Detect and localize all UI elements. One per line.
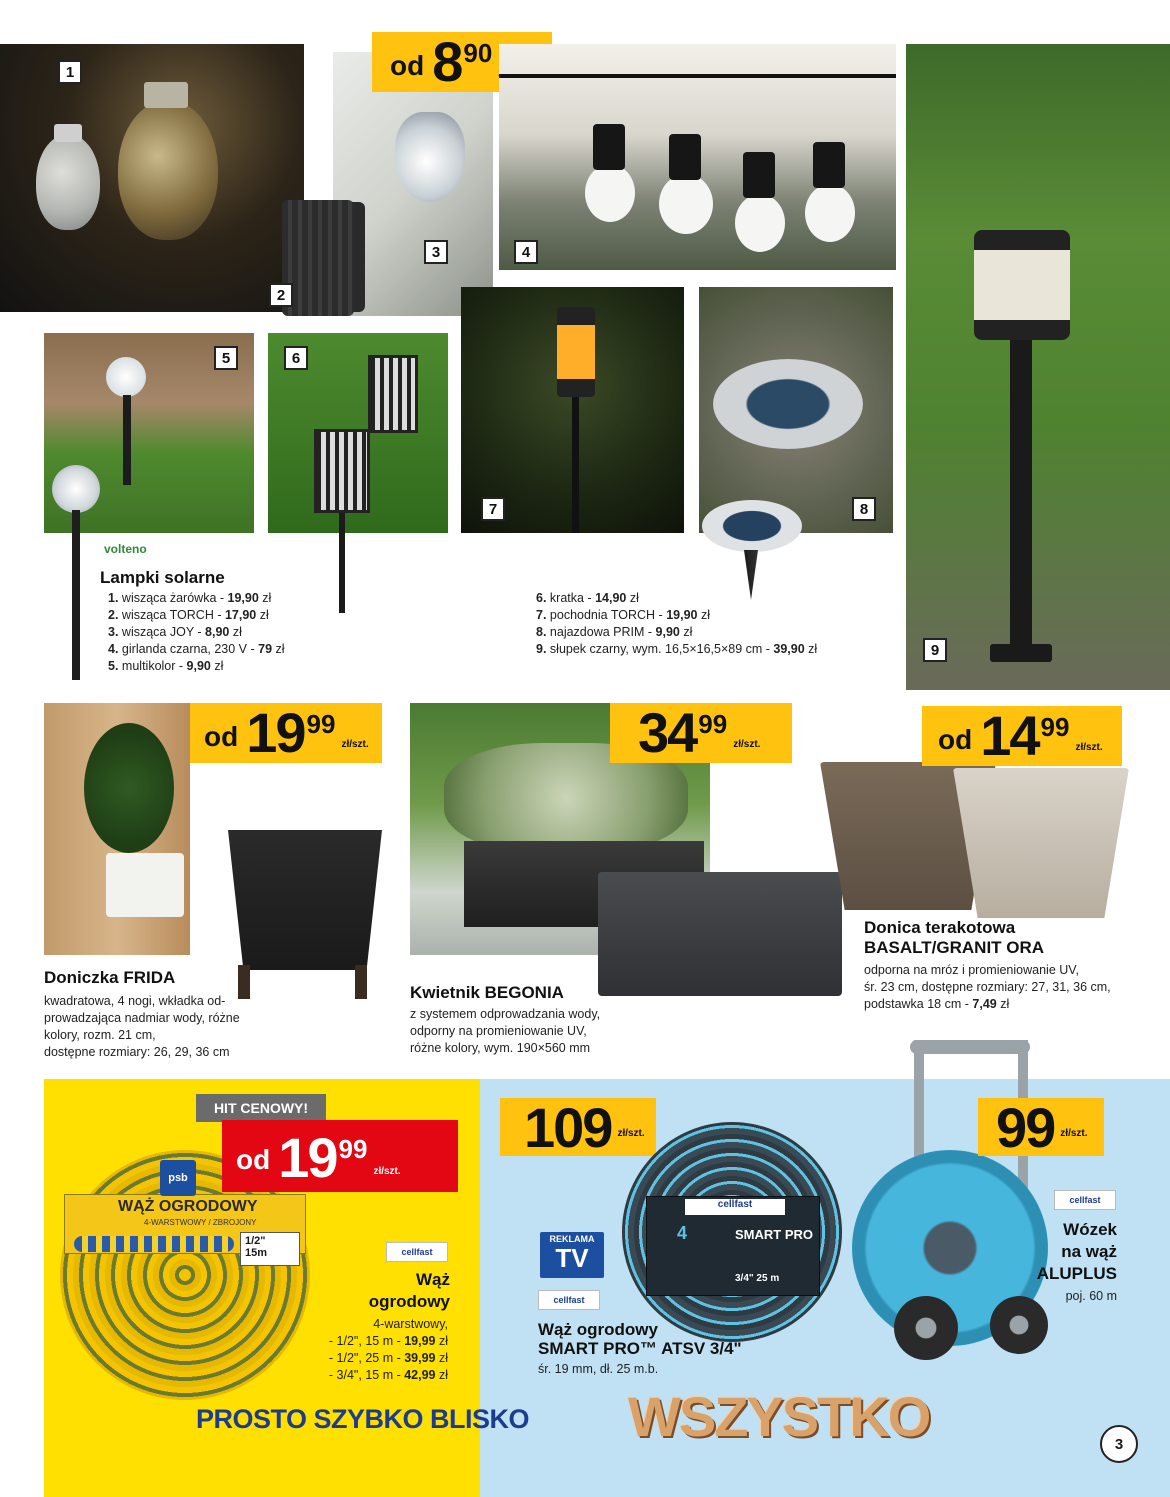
price-tag-begonia xyxy=(610,703,792,763)
donica-title-1: Donica terakotowa xyxy=(864,918,1016,937)
list-item: - 1/2", 25 m - 39,99 zł xyxy=(328,1351,448,1365)
badge-9: 9 xyxy=(923,638,947,662)
smartpro-package-name: SMART PRO xyxy=(735,1227,813,1242)
badge-5: 5 xyxy=(214,346,238,370)
slogan: PROSTO SZYBKO BLISKO xyxy=(196,1404,530,1434)
price-main: 34 xyxy=(638,701,697,764)
price-unit: zł/szt. xyxy=(373,1166,401,1177)
price-main: 19 xyxy=(246,701,305,764)
price-main: 99 xyxy=(996,1096,1055,1159)
price-cents: 90 xyxy=(463,38,493,68)
list-item: 6. kratka - 14,90 zł xyxy=(536,591,639,605)
price-main: 19 xyxy=(278,1126,337,1189)
begonia-desc: z systemem odprowadzania wody, odporny na promieniowanie UV, różne kolory, wym. 190×560 mm xyxy=(410,1007,601,1055)
smartpro-desc: śr. 19 mm, dł. 25 m.b. xyxy=(538,1362,659,1376)
bulb-clear-image xyxy=(36,134,100,230)
list-item: 7. pochodnia TORCH - 19,90 zł xyxy=(536,608,710,622)
bulb-cap-image xyxy=(144,82,188,108)
donica-title-2: BASALT/GRANIT ORA xyxy=(864,938,1045,957)
grid-lamp-image xyxy=(314,429,370,513)
price-cents: 99 xyxy=(698,709,728,739)
stake-image xyxy=(123,395,131,485)
price-tag-frida xyxy=(190,703,382,763)
hose-title-2: ogrodowy xyxy=(368,1292,450,1311)
brand-logo-cellfast: cellfast xyxy=(538,1290,600,1310)
lamp-base-image xyxy=(990,644,1052,662)
package-title: WĄŻ OGRODOWY xyxy=(118,1198,258,1215)
badge-6: 6 xyxy=(284,346,308,370)
smartpro-title-1: Wąż ogrodowy xyxy=(538,1320,658,1339)
badge-1: 1 xyxy=(58,60,82,84)
lampki-list-left xyxy=(108,590,285,675)
list-item: 4. girlanda czarna, 230 V - 79 zł xyxy=(108,642,285,656)
price-unit: zł/szt. xyxy=(617,1128,645,1139)
price-unit: zł/szt. xyxy=(341,739,369,750)
tv-badge-main: TV xyxy=(555,1243,589,1273)
hit-cenowy-badge: HIT CENOWY! xyxy=(196,1094,326,1122)
price-tag-smartpro xyxy=(500,1096,656,1159)
brand-logo-cellfast: cellfast xyxy=(1054,1190,1116,1210)
list-item: 2. wisząca TORCH - 17,90 zł xyxy=(108,608,269,622)
price-cents: 99 xyxy=(1040,712,1070,742)
list-item: 9. słupek czarny, wym. 16,5×16,5×89 cm - 39,90 zł xyxy=(536,642,818,656)
smartpro-package-layers: 4 xyxy=(677,1223,688,1243)
frida-leg xyxy=(355,965,367,999)
lamp-head-image xyxy=(974,230,1070,340)
wozek-title-3: ALUPLUS xyxy=(1036,1264,1117,1283)
smartpro-package-brand: cellfast xyxy=(685,1199,785,1215)
cart-wheel-image xyxy=(894,1296,958,1360)
frida-title: Doniczka FRIDA xyxy=(44,968,176,987)
hose-sample-image xyxy=(74,1236,234,1252)
cart-wheel-image xyxy=(990,1296,1048,1354)
frida-leg xyxy=(238,965,250,999)
donica-granit-image xyxy=(953,768,1129,918)
disc-light-image xyxy=(713,359,863,449)
grid-lamp-image xyxy=(368,355,418,433)
badge-7: 7 xyxy=(481,497,505,521)
list-item: 5. multikolor - 9,90 zł xyxy=(108,659,224,673)
list-item: 8. najazdowa PRIM - 9,90 zł xyxy=(536,625,693,639)
price-unit: zł/szt. xyxy=(1060,1128,1088,1139)
tv-badge-top: REKLAMA xyxy=(549,1234,595,1244)
lamp-post-image xyxy=(1010,340,1032,660)
brand-logo-volteno: volteno xyxy=(104,542,147,556)
begonia-title: Kwietnik BEGONIA xyxy=(410,983,564,1002)
wozek-desc: poj. 60 m xyxy=(1065,1289,1117,1303)
globe-stake-image xyxy=(106,357,146,397)
photo-post-lamp xyxy=(906,44,1170,690)
price-tag-wozek xyxy=(978,1096,1104,1159)
badge-2: 2 xyxy=(269,283,293,307)
price-main: 109 xyxy=(524,1096,612,1159)
hose-title-1: Wąż xyxy=(416,1270,450,1289)
wszystko-logo: WSZYSTKO xyxy=(628,1385,930,1448)
price-main: 14 xyxy=(980,704,1039,767)
price-cents: 99 xyxy=(338,1134,368,1164)
socket-image xyxy=(743,152,775,198)
white-pot-image xyxy=(106,853,184,917)
photo-solar-bulbs xyxy=(0,44,304,312)
socket-image xyxy=(813,142,845,188)
torch-pole-image xyxy=(572,397,579,533)
smartpro-title-2: SMART PRO™ ATSV 3/4" xyxy=(538,1339,742,1358)
socket-image xyxy=(669,134,701,180)
joy-lantern-image xyxy=(395,112,465,202)
socket-image xyxy=(593,124,625,170)
price-cents: 99 xyxy=(306,709,336,739)
psb-logo: psb xyxy=(160,1160,196,1196)
badge-3: 3 xyxy=(424,240,448,264)
bulb-gold-image xyxy=(118,100,218,240)
smartpro-label xyxy=(646,1196,820,1296)
string-wire xyxy=(499,74,896,78)
list-item: 1. wisząca żarówka - 19,90 zł xyxy=(108,591,272,605)
price-main: 8 xyxy=(432,30,462,93)
wozek-title-1: Wózek xyxy=(1063,1220,1117,1239)
list-item: - 3/4", 15 m - 42,99 zł xyxy=(328,1368,448,1382)
tv-badge xyxy=(540,1232,604,1278)
price-unit: zł/szt. xyxy=(733,739,761,750)
frida-black-pot xyxy=(228,830,382,970)
smartpro-package-size: 3/4" 25 m xyxy=(735,1273,780,1284)
frida-desc: kwadratowa, 4 nogi, wkładka od- prowadzająca nadmiar wody, różne kolory, rozm. 21 cm, dostępne rozmiary: 26, 29, 36 cm xyxy=(44,994,240,1059)
price-prefix: od xyxy=(204,721,239,752)
lampki-list-right xyxy=(536,590,817,658)
light-bulb-image xyxy=(735,194,785,252)
package-subtitle: 4-WARSTWOWY / ZBROJONY xyxy=(144,1218,257,1227)
grid-lamp-stake xyxy=(339,513,345,613)
badge-4: 4 xyxy=(514,240,538,264)
price-tag-hose xyxy=(222,1120,458,1192)
light-bulb-image xyxy=(585,164,635,222)
stake-front xyxy=(72,510,80,680)
globe-stake-front xyxy=(52,465,100,513)
badge-8: 8 xyxy=(852,497,876,521)
disc-light-front xyxy=(702,500,802,552)
brand-logo-cellfast: cellfast xyxy=(386,1242,448,1262)
photo-string-lights xyxy=(499,44,896,270)
list-item: 3. wisząca JOY - 8,90 zł xyxy=(108,625,242,639)
cart-frame-image xyxy=(910,1040,1030,1054)
list-item: - 1/2", 15 m - 19,99 zł xyxy=(328,1334,448,1348)
price-prefix: od xyxy=(938,724,973,755)
hose-price-list xyxy=(329,1333,448,1384)
lampki-title: Lampki solarne xyxy=(100,568,225,587)
light-bulb-image xyxy=(805,184,855,242)
page-number: 3 xyxy=(1100,1425,1138,1463)
bulb-cap-image xyxy=(54,124,82,142)
photo-frida-pot xyxy=(44,703,190,955)
donica-desc: odporna na mróz i promieniowanie UV, śr. 23 cm, dostępne rozmiary: 27, 31, 36 cm, podstawka 18 cm - 7,49 zł xyxy=(864,963,1111,1011)
begonia-box-front xyxy=(598,872,842,996)
plant-leaves-image xyxy=(84,723,174,853)
light-bulb-image xyxy=(659,174,713,234)
price-prefix: od xyxy=(390,50,425,81)
hose-subtitle: 4-warstwowy, xyxy=(373,1317,448,1331)
price-tag-donica xyxy=(922,706,1122,766)
torch-head-image xyxy=(557,307,595,397)
wozek-title-2: na wąż xyxy=(1061,1242,1117,1261)
price-prefix: od xyxy=(236,1144,271,1175)
price-unit: zł/szt. xyxy=(1075,742,1103,753)
package-size-box: 1/2" 15m xyxy=(240,1232,300,1266)
